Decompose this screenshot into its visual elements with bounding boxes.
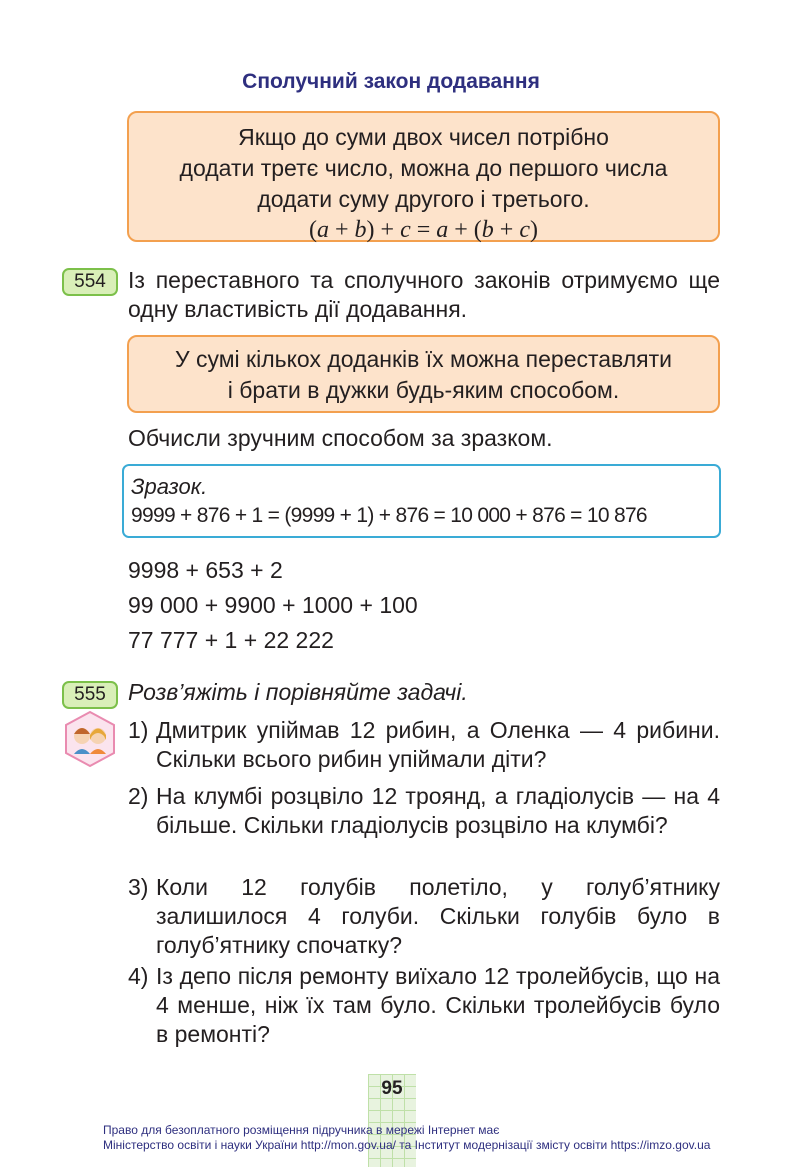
item-number: 4) [128,963,149,989]
rule-box-associative [127,111,720,242]
problem-item-1 [128,716,720,774]
task-554-intro: Із переставного та сполучного законів отримуємо ще одну властивість дії додавання. [128,267,720,322]
expression: 99 000 + 9900 + 1000 + 100 [128,592,418,618]
rule-line: додати третє число, можна до першого числа [179,155,668,181]
expression: 77 777 + 1 + 22 222 [128,627,334,653]
footer-notice [103,1123,710,1153]
rule-line: У сумі кількох доданків їх можна переставляти [174,346,672,372]
problem-item-2 [128,782,720,840]
item-number: 1) [128,717,149,743]
footer-line: Міністерство освіти і науки України http://mon.gov.ua/ та Інститут модернізації змісту освіти https://imzo.gov.ua [103,1138,711,1152]
expression: 9998 + 653 + 2 [128,557,283,583]
item-text: На клумбі розцвіло 12 троянд, а гладіолусів — на 4 більше. Скільки гладіолусів розцвіло на клумбі? [156,783,720,838]
item-number: 2) [128,783,149,809]
problem-item-3 [128,873,720,960]
problem-item-4 [128,962,720,1049]
item-number: 3) [128,874,149,900]
item-text: Коли 12 голубів полетіло, у голуб’ятнику залишилося 4 голуби. Скільки голубів було в голуб’ятнику спочатку? [156,874,720,958]
rule-line: Якщо до суми двох чисел потрібно [238,124,609,150]
children-pair-icon [64,710,116,768]
footer-line: Право для безоплатного розміщення підручника в мережі Інтернет має [103,1123,500,1137]
example-box [122,464,721,538]
rule-box-property [127,335,720,413]
rule-line: додати суму другого і третього. [257,186,590,212]
example-label: Зразок. [131,474,208,499]
item-text: Дмитрик упіймав 12 рибин, а Оленка — 4 рибини. Скільки всього рибин упіймали діти? [156,717,720,772]
item-text: Із депо після ремонту виїхало 12 тролейбусів, що на 4 менше, ніж їх там було. Скільки тролейбусів було в ремонті? [156,963,720,1047]
task-number-badge: 555 [62,681,118,709]
example-equation: 9999 + 876 + 1 = (9999 + 1) + 876 = 10 000 + 876 = 10 876 [131,504,647,527]
associative-formula: (a + b) + c = a + (b + c) [308,217,538,243]
task-555-heading: Розв’яжіть і порівняйте задачі. [128,679,468,705]
task-number-badge: 554 [62,268,118,296]
page-number: 95 [381,1078,403,1099]
section-title: Сполучний закон додавання [242,70,540,93]
rule-line: і брати в дужки будь-яким способом. [227,377,620,403]
task-554-instruction: Обчисли зручним способом за зразком. [128,425,553,451]
